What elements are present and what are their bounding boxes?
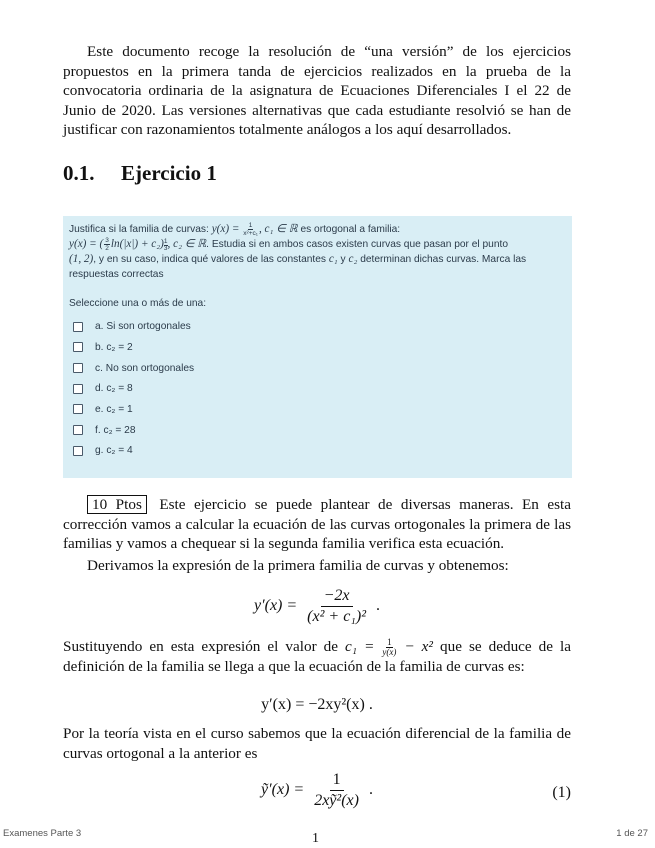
solution-paragraph-3: Sustituyendo en esta expresión el valor de c₁ = $\frac{1}{y(x)}$ − x² que se deduce de la definición de la familia se llega a que la ecuación de la familia de curvas es:: [63, 637, 572, 676]
section-heading: [63, 161, 217, 186]
option-b[interactable]: b. c₂ = 2: [69, 337, 566, 358]
page-number: 1: [312, 831, 319, 846]
equation-2: y′(x) = −2xy²(x) .: [261, 696, 373, 713]
fraction: $\frac{3}{2}$: [105, 237, 109, 253]
checkbox[interactable]: [73, 384, 83, 394]
equation-1: y′(x) = $\frac{-2x}{\text{(x² + c₁)²}}$ .: [254, 587, 380, 625]
option-e[interactable]: e. c₂ = 1: [69, 399, 566, 420]
checkbox[interactable]: [73, 446, 83, 456]
checkbox[interactable]: [73, 425, 83, 435]
option-f[interactable]: f. c₂ = 28: [69, 420, 566, 441]
fraction: $\frac{-2x}{\text{(x² + c₁)²}}$: [307, 587, 366, 625]
option-d[interactable]: d. c₂ = 8: [69, 378, 566, 399]
select-label: Seleccione una o más de una:: [69, 298, 207, 310]
quiz-question-text: Justifica si la familia de curvas: y(x) = $\frac{1}{\text{x²+c₁}}$ , c₁ ∈ ℝ es ortogonal a familia: y(x) = ( $\frac{3}{2}$ ln(|x|) + c₂) $^{\frac{1}{3}}$ , c₂ ∈ ℝ. Estudia si en ambos casos existen curvas que pasan por el punto (1, 2), y en su caso, indica qué valores de las constantes c₁ y c₂ determinan dichas curvas. Marca las respuestas correctas: [69, 222, 527, 281]
solution-paragraph-2: Derivamos la expresión de la primera familia de curvas y obtenemos:: [87, 557, 509, 574]
footer-page-counter: 1 de 27: [616, 828, 648, 839]
fraction: $\frac{1}{\text{x²+c₁}}$: [243, 222, 258, 237]
section-title: Ejercicio 1: [121, 161, 217, 185]
points-badge: 10 Ptos: [87, 495, 147, 514]
option-c[interactable]: c. No son ortogonales: [69, 358, 566, 379]
footer-document-name: Examenes Parte 3: [3, 828, 82, 839]
option-a[interactable]: a. Si son ortogonales: [69, 316, 566, 337]
section-number: 0.1.: [63, 161, 95, 185]
solution-paragraph-4: Por la teoría vista en el curso sabemos que la ecuación diferencial de la familia de curvas ortogonal a la anterior es: [63, 725, 571, 762]
equation-number: (1): [552, 784, 571, 801]
equation-3: ỹ′(x) = $\frac{1}{\text{2xỹ²(x)}}$ . (1): [261, 771, 571, 809]
checkbox[interactable]: [73, 322, 83, 332]
fraction: $\frac{1}{y(x)}$: [382, 637, 397, 658]
checkbox[interactable]: [73, 363, 83, 373]
options-list: [69, 316, 566, 461]
intro-paragraph: Este documento recoge la resolución de “una versión” de los ejercicios propuestos en la primera tanda de ejercicios realizados en la prueba de la convocatoria ordinaria de la asignatura de Ecuaciones Diferenciales I el 22 de Junio de 2020. Las versiones alternativas que cada estudiante resolvió se han de justificar con razonamientos totalmente análogos a los aquí desarrollados.: [63, 43, 571, 139]
checkbox[interactable]: [73, 342, 83, 352]
option-g[interactable]: g. c₂ = 4: [69, 441, 566, 462]
solution-paragraph-1: 10 Ptos Este ejercicio se puede plantear de diversas maneras. En esta corrección vamos a calcular la ecuación de las curvas ortogonales la primera de las familias y vamos a chequear si la segunda familia verifica esta ecuación.: [63, 496, 572, 553]
quiz-question-box: [63, 216, 572, 478]
fraction: $\frac{1}{\text{2xỹ²(x)}}$: [314, 771, 359, 809]
checkbox[interactable]: [73, 404, 83, 414]
